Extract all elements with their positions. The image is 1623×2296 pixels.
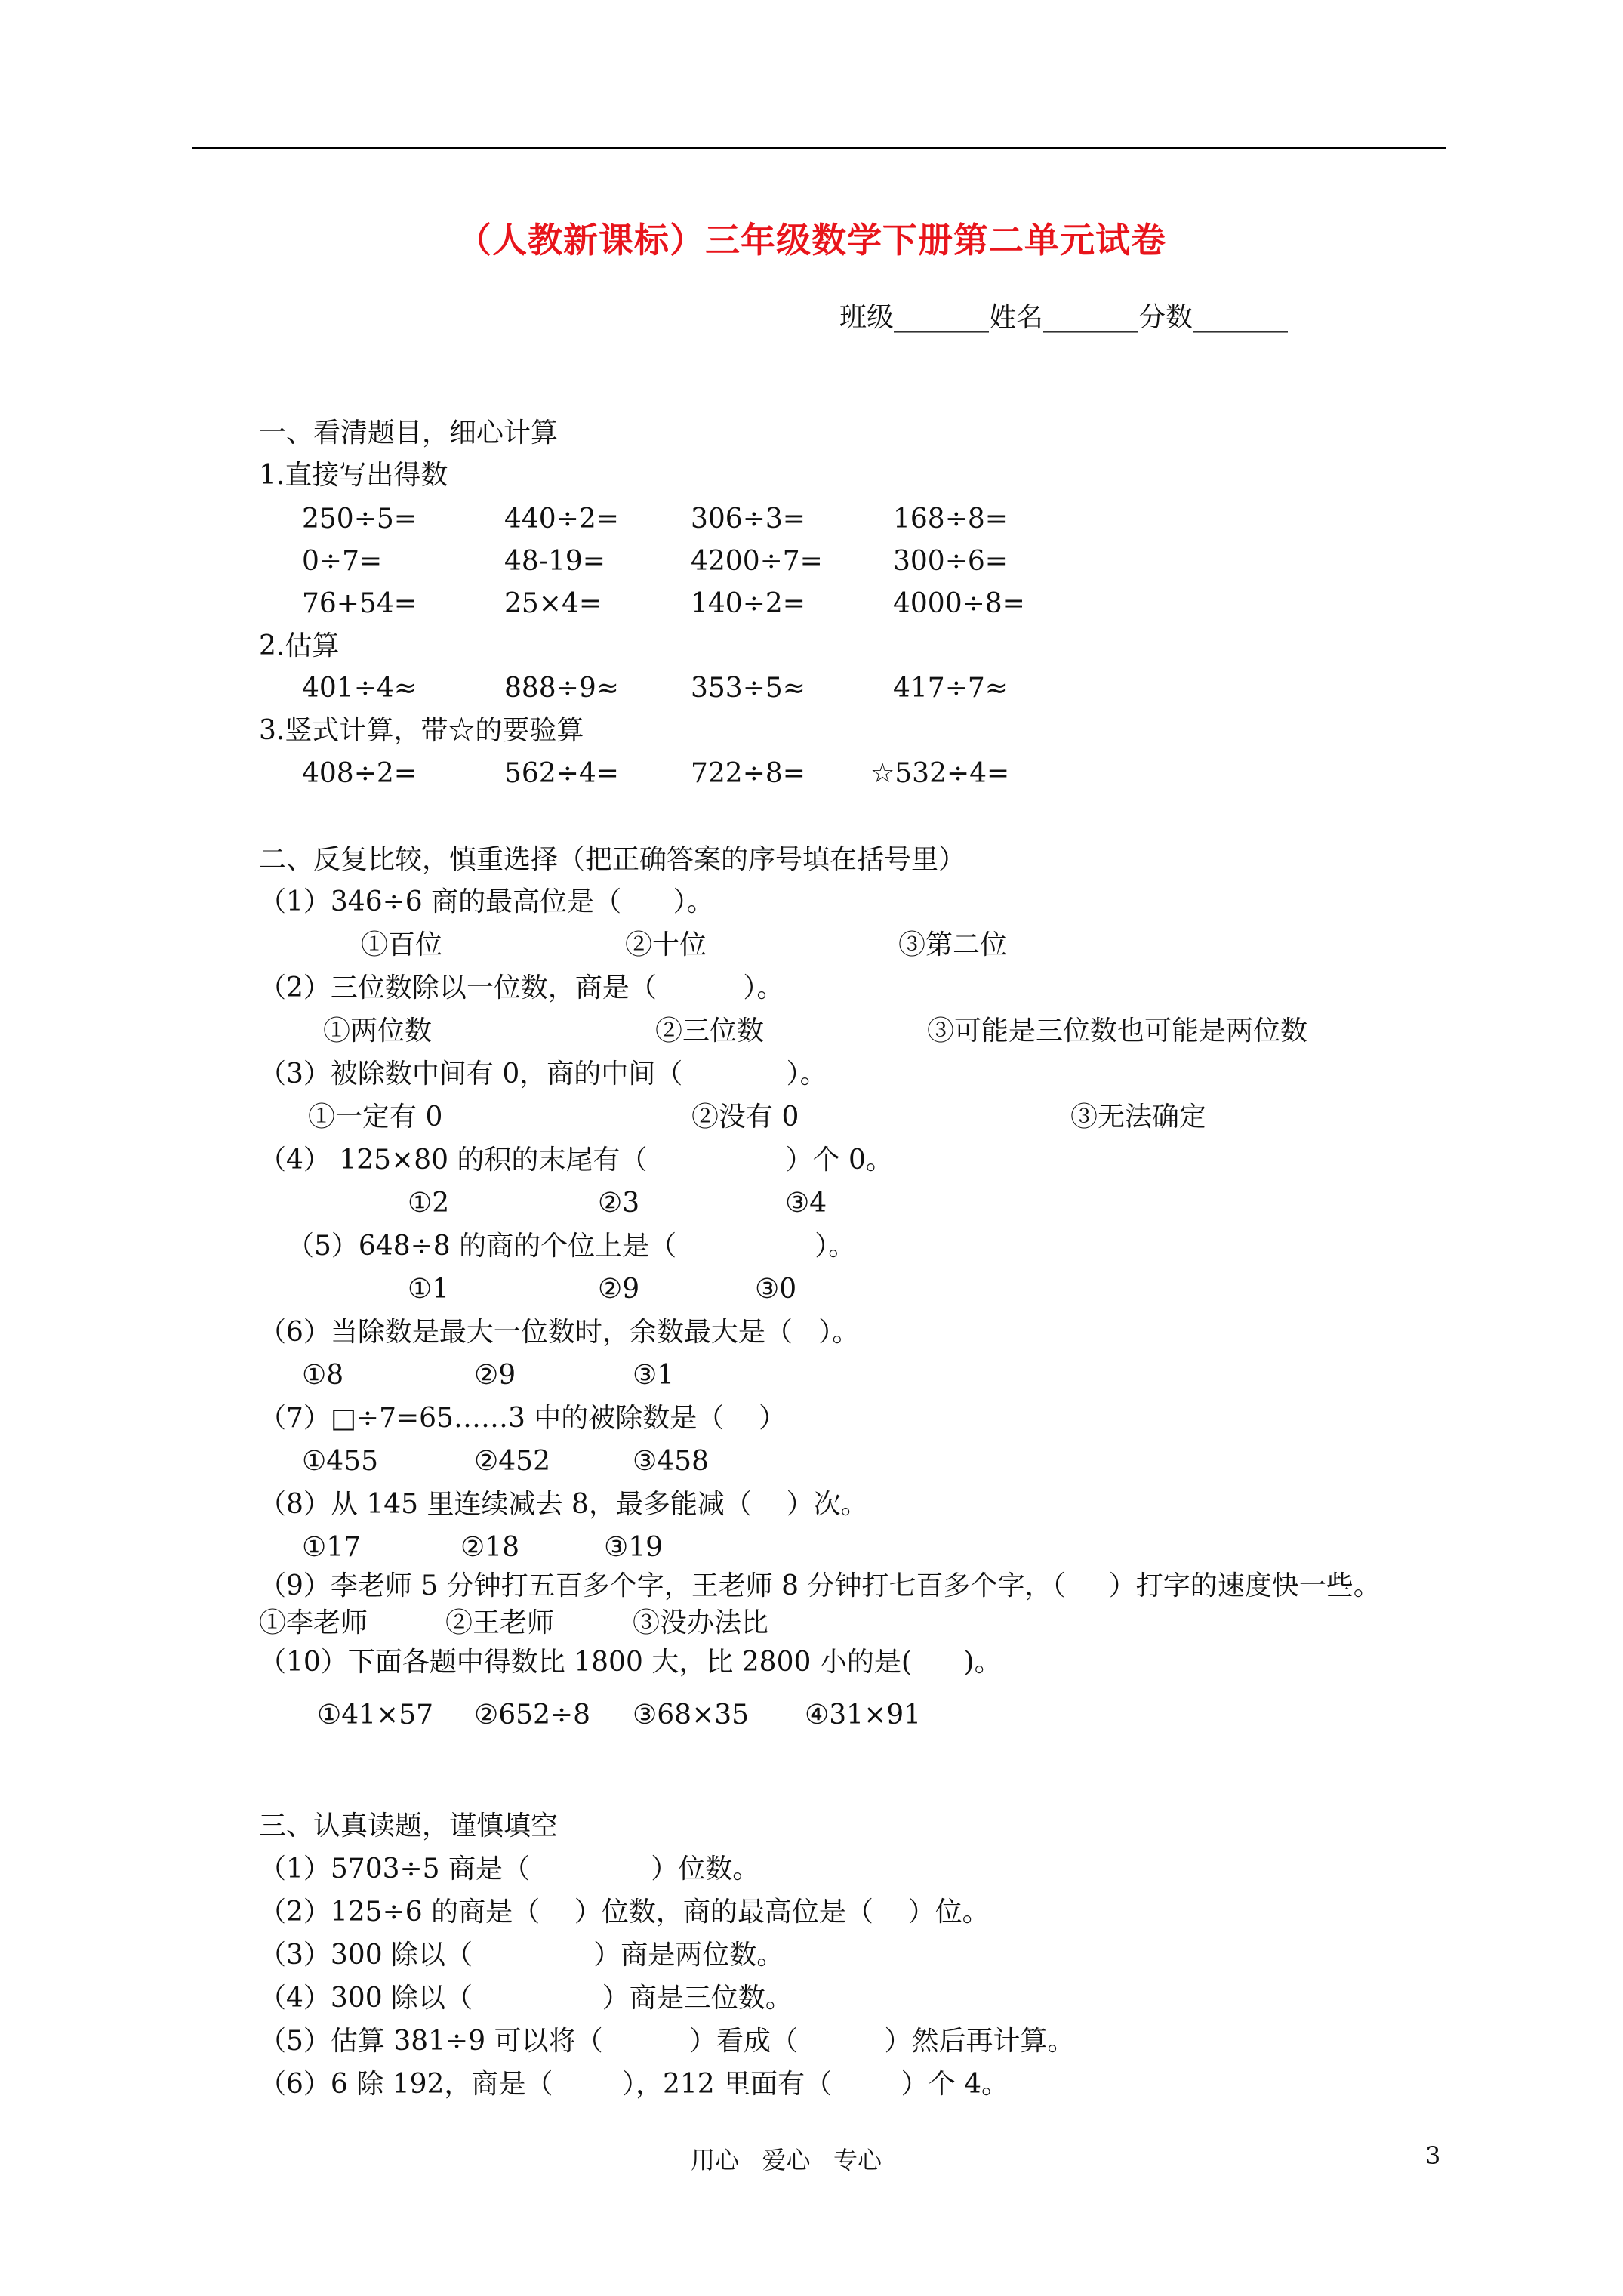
fill-blank-item: （3）300 除以（ ）商是两位数。 [259,1940,784,1971]
mc-question: （5）648÷8 的商的个位上是（ ）。 [287,1231,856,1262]
vertical-calc-cell: 562÷4= [504,758,619,789]
mc-question: （1）346÷6 商的最高位是（ ）。 [259,886,714,917]
fill-blank-item: （5）估算 381÷9 可以将（ ）看成（ ）然后再计算。 [259,2026,1075,2057]
calc-cell: 4200÷7= [691,546,823,577]
student-info-line: 班级_______姓名_______分数_______ [839,302,1289,333]
estimate-cell: 417÷7≈ [893,673,1008,704]
mc-option: ③458 [633,1446,709,1477]
mc-option: ①41×57 [317,1700,434,1730]
calc-cell: 168÷8= [893,504,1008,535]
calc-cell: 76+54= [302,588,417,619]
calc-cell: 25×4= [504,588,602,619]
mc-option: ③第二位 [898,929,1008,960]
mc-option: ①8 [302,1360,344,1391]
calc-cell: 4000÷8= [893,588,1025,619]
mc-option: ③1 [633,1360,675,1391]
calc-cell: 0÷7= [302,546,383,577]
mc-option: ③无法确定 [1070,1102,1207,1133]
mc-question: （2）三位数除以一位数，商是（ ）。 [259,972,784,1003]
mc-option: ①1 [408,1274,450,1305]
mc-option: ②9 [598,1274,640,1305]
mc-option: ②三位数 [655,1015,765,1046]
fill-blank-item: （6）6 除 192，商是（ ），212 里面有（ ）个 4。 [259,2069,1009,2100]
mc-option: ③19 [604,1532,664,1563]
mc-question: （4） 125×80 的积的末尾有（ ）个 0。 [259,1145,893,1176]
mc-option: ②3 [598,1188,640,1219]
mc-option: ②452 [474,1446,550,1477]
mc-option: ③4 [785,1188,827,1219]
page-title: （人教新课标）三年级数学下册第二单元试卷 [457,220,1166,260]
mc-question: （7）□÷7=65……3 中的被除数是（ ） [259,1403,787,1434]
section3-heading: 三、认真读题，谨慎填空 [259,1811,559,1841]
calc-cell: 300÷6= [893,546,1008,577]
mc-option: ②652÷8 [474,1700,591,1730]
mc-option: ②9 [474,1360,516,1391]
mc-question: （9）李老师 5 分钟打五百多个字，王老师 8 分钟打七百多个字，（ ）打字的速度快一些。 [259,1570,1381,1601]
mc-option: ③0 [755,1274,797,1305]
q2-label: 2.估算 [259,630,340,661]
calc-cell: 140÷2= [691,588,805,619]
mc-option: ①17 [302,1532,362,1563]
fill-blank-item: （2）125÷6 的商是（ ）位数，商的最高位是（ ）位。 [259,1897,990,1928]
mc-option: ④31×91 [805,1700,922,1730]
mc-option: ③没办法比 [633,1607,769,1638]
mc-question: （8）从 145 里连续减去 8，最多能减（ ）次。 [259,1489,868,1520]
fill-blank-item: （4）300 除以（ ）商是三位数。 [259,1983,793,2014]
fill-blank-item: （1）5703÷5 商是（ ）位数。 [259,1854,760,1885]
mc-option: ①2 [408,1188,450,1219]
estimate-cell: 888÷9≈ [504,673,619,704]
mc-option: ①百位 [361,929,443,960]
estimate-cell: 401÷4≈ [302,673,417,704]
q1-label: 1.直接写出得数 [259,460,448,491]
q3-label: 3.竖式计算，带☆的要验算 [259,715,584,746]
mc-question: （3）被除数中间有 0，商的中间（ ）。 [259,1059,827,1089]
section1-heading: 一、看清题目，细心计算 [259,418,559,448]
mc-option: ①一定有 0 [308,1102,443,1133]
mc-option: ②王老师 [445,1607,555,1638]
vertical-calc-cell: ☆532÷4= [870,758,1010,789]
mc-option: ②十位 [625,929,707,960]
mc-question: （6）当除数是最大一位数时，余数最大是（ ）。 [259,1317,860,1348]
calc-cell: 48-19= [504,546,605,577]
vertical-calc-cell: 722÷8= [691,758,805,789]
vertical-calc-cell: 408÷2= [302,758,417,789]
header-rule [192,147,1446,149]
section2-heading: 二、反复比较，慎重选择（把正确答案的序号填在括号里） [259,844,966,875]
estimate-cell: 353÷5≈ [691,673,805,704]
mc-option: ②18 [460,1532,520,1563]
mc-option: ①两位数 [323,1015,433,1046]
mc-option: ②没有 0 [691,1102,799,1133]
calc-cell: 306÷3= [691,504,805,535]
calc-cell: 440÷2= [504,504,619,535]
page-number: 3 [1425,2141,1441,2170]
mc-option: ③可能是三位数也可能是两位数 [927,1015,1308,1046]
mc-option: ①455 [302,1446,378,1477]
calc-cell: 250÷5= [302,504,417,535]
mc-option: ③68×35 [633,1700,750,1730]
mc-option: ①李老师 [259,1607,368,1638]
footer-motto: 用心 爱心 专心 [691,2146,882,2174]
mc-question: （10）下面各题中得数比 1800 大，比 2800 小的是( )。 [259,1647,1002,1678]
